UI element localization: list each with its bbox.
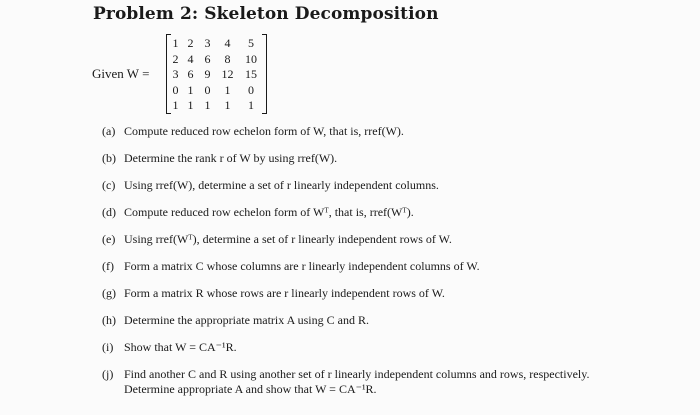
matrix-cell: 9 (204, 67, 211, 82)
problem-item-c (102, 178, 682, 205)
given-label: Given W = (92, 66, 150, 81)
matrix-w (166, 34, 267, 115)
item-text: Find another C and R using another set of r linearly independent columns and rows, respectively. Determine appropriate A and show that W = CA⁻¹R. (124, 367, 590, 396)
item-label: (e) (102, 232, 116, 246)
item-text: Compute reduced row echelon form of W, that is, rref(W). (124, 124, 404, 138)
item-label: (d) (102, 205, 116, 219)
matrix-cell: 8 (224, 51, 231, 66)
item-label: (i) (102, 340, 114, 354)
matrix-cell: 6 (204, 51, 211, 66)
matrix-cell: 0 (172, 82, 179, 97)
item-text: Form a matrix R whose rows are r linearly independent rows of W. (124, 286, 445, 300)
matrix-cell: 1 (187, 82, 194, 97)
matrix-cell: 6 (187, 67, 194, 82)
item-text: Using rref(W), determine a set of r linearly independent columns. (124, 178, 439, 192)
item-label: (a) (102, 124, 116, 138)
matrix-cell: 0 (204, 82, 211, 97)
matrix-cell: 5 (248, 36, 254, 50)
problem-item-a (102, 124, 682, 151)
matrix-cell: 10 (245, 51, 257, 66)
matrix-cell: 1 (172, 98, 179, 113)
matrix-cell: 12 (221, 67, 234, 82)
problem-item-g (102, 286, 682, 313)
matrix-cell: 2 (172, 51, 179, 66)
matrix-cell: 4 (224, 36, 231, 50)
item-text: Determine the rank r of W by using rref(W). (124, 151, 338, 165)
problem-item-f (102, 259, 682, 286)
problem-item-i (102, 340, 682, 367)
problem-title: Problem 2: Skeleton Decomposition (93, 4, 439, 24)
matrix-grid (170, 36, 262, 114)
matrix-cell: 3 (204, 36, 211, 50)
matrix-right-bracket (262, 34, 267, 114)
problem-item-d (102, 205, 682, 232)
item-label: (f) (102, 259, 114, 273)
item-text: Show that W = CA⁻¹R. (124, 340, 237, 354)
item-text: Determine the appropriate matrix A using C and R. (124, 313, 369, 327)
matrix-cell: 4 (187, 51, 194, 66)
matrix-cell: 1 (224, 82, 231, 97)
problem-item-e (102, 232, 682, 259)
item-text: Compute reduced row echelon form of Wᵀ, that is, rref(Wᵀ). (124, 205, 414, 219)
matrix-cell: 3 (172, 67, 179, 82)
problem-list (102, 124, 682, 405)
item-label: (b) (102, 151, 116, 165)
item-text: Using rref(Wᵀ), determine a set of r linearly independent rows of W. (124, 232, 452, 246)
matrix-cell: 2 (187, 36, 194, 50)
item-text: Form a matrix C whose columns are r linearly independent columns of W. (124, 259, 480, 273)
matrix-cell: 15 (245, 67, 257, 82)
matrix-cell: 0 (248, 82, 254, 97)
item-label: (c) (102, 178, 116, 192)
item-label: (j) (102, 367, 114, 381)
matrix-cell: 1 (204, 98, 211, 113)
item-label: (g) (102, 286, 116, 300)
matrix-cell: 1 (187, 98, 194, 113)
problem-item-h (102, 313, 682, 340)
matrix-cell: 1 (224, 98, 231, 113)
problem-item-b (102, 151, 682, 178)
matrix-cell: 1 (248, 98, 254, 113)
item-label: (h) (102, 313, 116, 327)
matrix-cell: 1 (172, 36, 179, 50)
problem-item-j (102, 367, 682, 405)
